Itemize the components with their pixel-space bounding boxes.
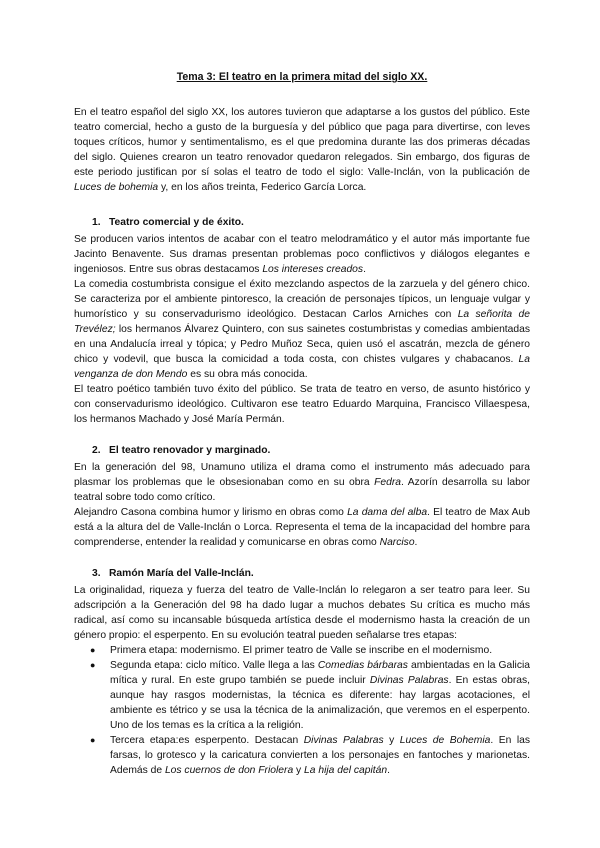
list-item <box>90 733 530 778</box>
work-title: La dama del alba <box>347 507 428 518</box>
list-item-text: Segunda etapa: ciclo mítico. Valle llega a las <box>110 660 318 671</box>
intro-paragraph <box>74 105 530 195</box>
paragraph-text: . <box>414 537 418 548</box>
paragraph-text: Se producen varios intentos de acabar con el teatro melodramático y el autor más importante fue Jacinto Benavente. Sus dramas presentan problemas poco conflictivos y diálogos elegantes e ingeniosos. Entre sus obras destacamos <box>74 234 530 275</box>
list-item-text: . <box>387 765 390 776</box>
list-item-text: y <box>383 735 400 746</box>
paragraph <box>74 232 530 277</box>
list-item-text: . En estas obras, aunque hay rasgos modernistas, la técnica es diferente: hay largas acotaciones, el ambiente es tétrico y se usa la técnica de la animalización, que veremos en el esperpento. Uno de los temas es la crítica a la religión. <box>110 675 530 731</box>
work-title: La señorita de Trevélez; <box>74 309 530 335</box>
paragraph-text: . Azorín desarrolla su labor teatral sobre todo como crítico. <box>74 477 530 503</box>
list-item-text: Primera etapa: modernismo. El primer teatro de Valle se inscribe en el modernismo. <box>110 645 493 656</box>
paragraph-text: es su obra más conocida. <box>187 369 308 380</box>
work-title: Narciso <box>379 537 415 548</box>
section-commercial-theatre <box>74 215 530 427</box>
list-item <box>90 658 530 733</box>
paragraph-text: La comedia costumbrista consigue el éxito mezclando aspectos de la zarzuela y del género chico. Se caracteriza por el ambiente pintoresco, la creación de personajes típicos, un lenguaje vulgar y humorístico y su conservadurismo ideológico. Destacan Carlos Arniches con <box>74 279 530 320</box>
intro-work-title: Luces de bohemia <box>74 182 159 193</box>
list-item-text: ambientadas en la Galicia mítica y rural. En este grupo también se puede incluir <box>110 660 530 686</box>
section-number: 1. <box>92 217 101 228</box>
paragraph-text: . El teatro de Max Aub está a la altura del de Valle-Inclán o Lorca. Representa el tema de la incapacidad del hombre para comprenderse, entender la realidad y comunicarse en obras como <box>74 507 530 548</box>
work-title: Comedias bárbaras <box>317 660 408 671</box>
work-title: Luces de Bohemia <box>399 735 491 746</box>
paragraph-text: . <box>363 264 366 275</box>
section-number: 3. <box>92 568 101 579</box>
paragraph <box>74 460 530 505</box>
work-title: Fedra <box>374 477 402 488</box>
intro-text-end: y, en los años treinta, Federico García Lorca. <box>158 182 367 193</box>
work-title: Divinas Palabras <box>369 675 449 686</box>
section-renewal-theatre <box>74 443 530 550</box>
section-heading-text: El teatro renovador y marginado. <box>109 445 271 456</box>
paragraph <box>74 277 530 382</box>
bullet-icon: ● <box>90 660 96 670</box>
section-heading <box>92 566 530 581</box>
paragraph: El teatro poético también tuvo éxito del público. Se trata de teatro en verso, de asunto histórico y con conservadurismo ideológico. Cultivaron ese teatro Eduardo Marquina, Francisco Villaespesa, los hermanos Machado y José María Permán. <box>74 384 530 425</box>
work-title: Divinas Palabras <box>303 735 384 746</box>
list-item <box>90 643 530 658</box>
work-title: Los intereses creados <box>262 264 364 275</box>
section-number: 2. <box>92 445 101 456</box>
section-heading <box>92 443 530 458</box>
section-heading-text: Teatro comercial y de éxito. <box>109 217 244 228</box>
paragraph: La originalidad, riqueza y fuerza del teatro de Valle-Inclán lo relegaron a ser teatro para leer. Su adscripción a la Generación del 98 ha dado lugar a muchos debates Su crítica es mucho más radical, así como su incansable búsqueda artística desde el modernismo hasta la creación de un género propio: el esperpento. En su evolución teatral pueden señalarse tres etapas: <box>74 585 530 641</box>
list-item-text: Tercera etapa:es esperpento. Destacan <box>110 735 304 746</box>
work-title: La hija del capitán <box>304 765 388 776</box>
paragraph <box>74 505 530 550</box>
paragraph-text: los hermanos Álvarez Quintero, con sus sainetes costumbristas y comedias ambientadas en una Andalucía irreal y tópica; y Pedro Muñoz Seca, quien usó el ascatrán, mezcla de género chico y vodevil, que busca la comicidad a toda costa, con chistes vulgares y chabacanos. <box>74 324 530 365</box>
bullet-icon: ● <box>90 735 96 745</box>
list-item-text: . En las farsas, lo grotesco y la caricatura convierten a los personajes en fantoches y marionetas. Además de <box>110 735 530 776</box>
bullet-icon: ● <box>90 645 96 655</box>
document-title: Tema 3: El teatro en la primera mitad del siglo XX. <box>176 71 428 83</box>
work-title: La venganza de don Mendo <box>74 354 530 380</box>
list-item-text: y <box>293 765 305 776</box>
section-heading-text: Ramón María del Valle-Inclán. <box>109 568 254 579</box>
paragraph-text: En la generación del 98, Unamuno utiliza el drama como el instrumento más adecuado para plasmar los problemas que le obsesionaban como en su obra <box>74 462 530 488</box>
section-valle-inclan <box>74 566 530 778</box>
work-title: Los cuernos de don Friolera <box>164 765 294 776</box>
stages-list <box>74 643 530 778</box>
intro-text: En el teatro español del siglo XX, los autores tuvieron que adaptarse a los gustos del público. Este teatro comercial, hecho a gusto de la burguesía y del público que paga para divertirse, con leves toques críticos, humor y sentimentalismo, es el que predomina durante las dos primeras décadas del siglo. Quienes crearon un teatro renovador quedaron relegados. Sin embargo, dos figuras de este periodo justifican por sí solas el teatro de todo el siglo: Valle-Inclán, von la publicación de <box>74 107 530 178</box>
paragraph-text: Alejandro Casona combina humor y lirismo en obras como <box>74 507 348 518</box>
section-heading <box>92 215 530 230</box>
